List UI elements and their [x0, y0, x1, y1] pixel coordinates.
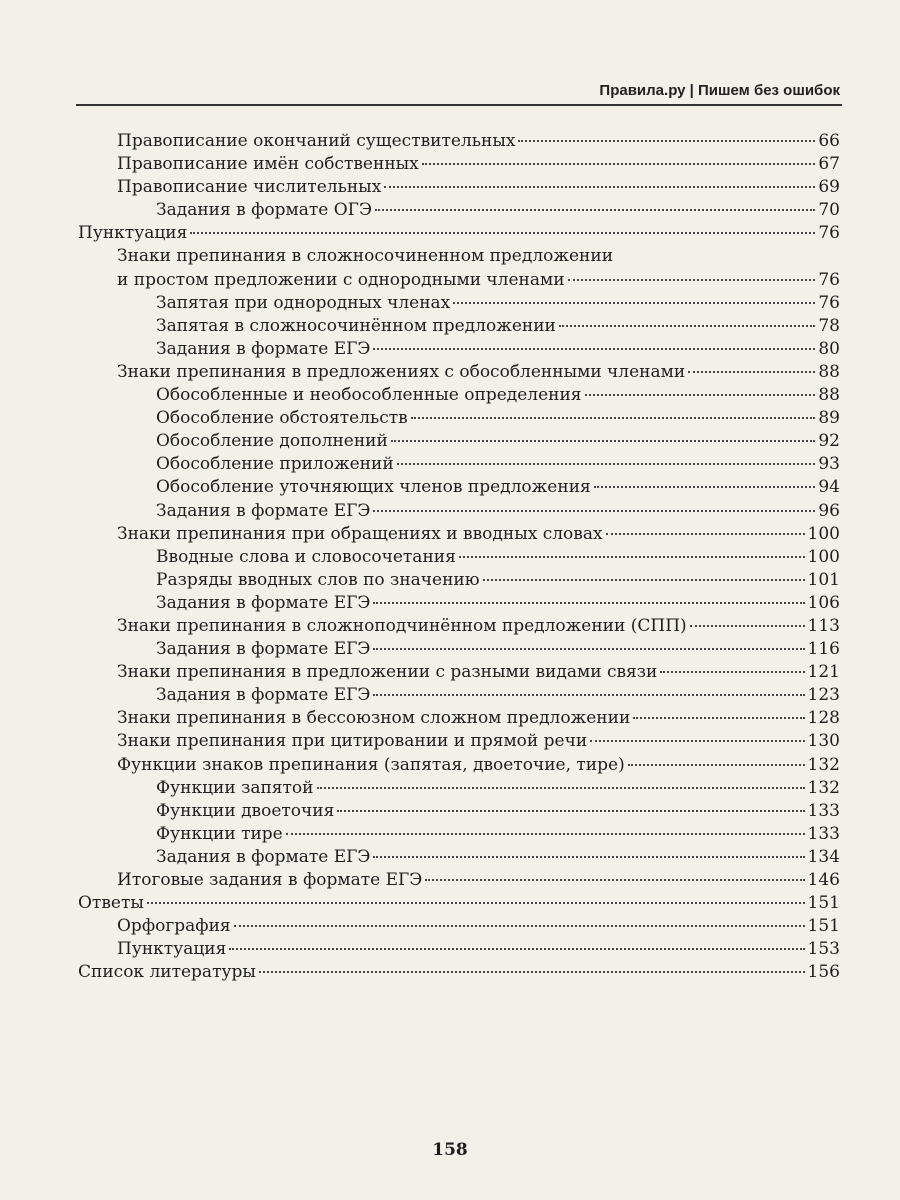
toc-entry-page: 116 [807, 639, 840, 660]
toc-entry-title: Задания в формате ЕГЭ [156, 338, 371, 359]
toc-entry[interactable] [78, 569, 840, 592]
toc-entry-page: 92 [818, 431, 840, 452]
toc-entry-page: 151 [807, 916, 840, 937]
leader-dots [259, 971, 805, 973]
leader-dots [373, 510, 815, 512]
toc-entry-page: 134 [807, 846, 840, 867]
leader-dots [373, 648, 804, 650]
toc-entry-title: Обособление уточняющих членов предложения [156, 477, 591, 498]
page-number: 158 [432, 1140, 468, 1160]
toc-entry-title: Задания в формате ЕГЭ [156, 592, 371, 613]
toc-entry[interactable] [78, 269, 840, 292]
toc-entry-page: 132 [807, 754, 840, 775]
toc-entry[interactable] [78, 730, 840, 753]
toc-entry-page: 156 [807, 962, 840, 983]
leader-dots [590, 740, 804, 742]
toc-entry-title: Список литературы [78, 962, 256, 983]
toc-entry[interactable] [78, 961, 840, 984]
leader-dots [229, 948, 804, 950]
toc-entry-page: 133 [807, 823, 840, 844]
toc-entry-page: 76 [818, 292, 840, 313]
toc-entry-page: 132 [807, 777, 840, 798]
leader-dots [453, 302, 815, 304]
toc-entry-title: Обособление приложений [156, 454, 394, 475]
toc-entry[interactable] [78, 453, 840, 476]
leader-dots [628, 764, 805, 766]
toc-entry-title: Пунктуация [78, 223, 188, 244]
leader-dots [690, 625, 805, 627]
toc-entry-page: 88 [818, 361, 840, 382]
toc-entry-page: 130 [807, 731, 840, 752]
toc-entry-page: 76 [818, 269, 840, 290]
toc-entry-page: 70 [818, 200, 840, 221]
toc-entry-page: 66 [818, 131, 840, 151]
toc-entry-page: 96 [818, 500, 840, 521]
leader-dots [459, 556, 805, 558]
toc-entry[interactable] [78, 500, 840, 523]
toc-entry-page: 78 [818, 315, 840, 336]
toc-entry-page: 76 [818, 223, 840, 244]
toc-entry-title: Задания в формате ЕГЭ [156, 500, 371, 521]
toc-entry[interactable] [78, 523, 840, 546]
toc-entry[interactable] [78, 846, 840, 869]
leader-dots [518, 140, 815, 142]
toc-entry-page: 113 [807, 615, 840, 636]
toc-entry-page: 88 [818, 385, 840, 406]
toc-entry-title: Знаки препинания в сложноподчинённом предложении (СПП) [117, 615, 687, 636]
toc-entry-title: Запятая при однородных членах [156, 292, 451, 313]
leader-dots [397, 463, 816, 465]
leader-dots [234, 925, 805, 927]
toc-entry[interactable] [78, 430, 840, 453]
toc-entry[interactable] [78, 592, 840, 615]
toc-entry-title: Разряды вводных слов по значению [156, 569, 480, 590]
toc-entry[interactable] [78, 892, 840, 915]
toc-entry-title: Орфография [117, 916, 231, 937]
leader-dots [688, 371, 815, 373]
toc-entry[interactable] [78, 245, 840, 268]
toc-entry-title: Функции тире [156, 823, 283, 844]
toc-entry-title: Знаки препинания в предложении с разными видами связи [117, 662, 658, 683]
toc-entry-title: Итоговые задания в формате ЕГЭ [117, 870, 423, 890]
toc-entry-title: Задания в формате ЕГЭ [156, 639, 371, 660]
leader-dots [425, 879, 804, 881]
toc-entry-page: 128 [807, 708, 840, 729]
toc-entry-page: 133 [807, 800, 840, 821]
toc-entry-title: Запятая в сложносочинённом предложении [156, 315, 556, 336]
leader-dots [373, 856, 804, 858]
toc-entry[interactable] [78, 315, 840, 338]
toc-entry-page: 146 [807, 870, 840, 890]
leader-dots [411, 417, 816, 419]
toc-entry-title: Вводные слова и словосочетания [156, 546, 456, 567]
toc-entry[interactable] [78, 661, 840, 684]
toc-entry-title: Знаки препинания при обращениях и вводных словах [117, 523, 603, 544]
leader-dots [373, 694, 804, 696]
toc-entry[interactable] [78, 638, 840, 661]
toc-entry[interactable] [78, 153, 840, 176]
leader-dots [568, 279, 816, 281]
leader-dots [373, 348, 815, 350]
toc-entry-page: 123 [807, 685, 840, 706]
toc-entry-title: Функции запятой [156, 777, 314, 798]
leader-dots [585, 394, 816, 396]
toc-entry-title: Обособление дополнений [156, 431, 388, 452]
toc-entry[interactable] [78, 476, 840, 499]
table-of-contents [78, 130, 840, 984]
toc-entry-page: 80 [818, 338, 840, 359]
toc-entry-title: Обособление обстоятельств [156, 408, 408, 429]
toc-entry-page: 100 [807, 546, 840, 567]
toc-entry-title: Функции знаков препинания (запятая, двоеточие, тире) [117, 754, 625, 775]
toc-entry-title: Знаки препинания в предложениях с обособленными членами [117, 361, 686, 382]
leader-dots [337, 810, 804, 812]
toc-entry-title: Задания в формате ЕГЭ [156, 846, 371, 867]
toc-entry[interactable] [78, 938, 840, 961]
toc-entry-page: 93 [818, 454, 840, 475]
toc-entry-title: Задания в формате ОГЭ [156, 200, 372, 221]
leader-dots [594, 486, 816, 488]
toc-entry-page: 100 [807, 523, 840, 544]
toc-entry[interactable] [78, 615, 840, 638]
toc-entry[interactable] [78, 222, 840, 245]
leader-dots [606, 533, 805, 535]
leader-dots [317, 787, 805, 789]
toc-entry-page: 101 [807, 569, 840, 590]
toc-entry[interactable] [78, 869, 840, 892]
leader-dots [422, 163, 816, 165]
toc-entry-title: Обособленные и необособленные определения [156, 385, 582, 406]
toc-entry[interactable] [78, 684, 840, 707]
toc-entry[interactable] [78, 754, 840, 777]
toc-entry-title: Функции двоеточия [156, 800, 335, 821]
toc-entry-page: 106 [807, 592, 840, 613]
toc-entry[interactable] [78, 823, 840, 846]
toc-entry-title: Знаки препинания в бессоюзном сложном предложении [117, 708, 631, 729]
toc-entry-title: Правописание имён собственных [117, 154, 419, 175]
toc-entry-page: 151 [807, 893, 840, 914]
toc-entry[interactable] [78, 707, 840, 730]
toc-entry-title: Правописание окончаний существительных [117, 131, 516, 151]
toc-entry-title: и простом предложении с однородными членами [117, 269, 565, 290]
toc-entry-page: 121 [807, 662, 840, 683]
toc-entry-page: 153 [807, 939, 840, 960]
toc-entry-page: 67 [818, 154, 840, 175]
toc-entry[interactable] [78, 915, 840, 938]
toc-entry-title: Правописание числительных [117, 177, 382, 198]
toc-entry[interactable] [78, 800, 840, 823]
toc-entry-page: 94 [818, 477, 840, 498]
leader-dots [633, 717, 804, 719]
header-divider [76, 104, 842, 106]
toc-entry-title: Ответы [78, 893, 144, 914]
leader-dots [286, 833, 805, 835]
toc-entry-title: Пунктуация [117, 939, 227, 960]
toc-entry-title: Задания в формате ЕГЭ [156, 685, 371, 706]
toc-entry[interactable] [78, 546, 840, 569]
toc-entry[interactable] [78, 130, 840, 153]
toc-entry[interactable] [78, 176, 840, 199]
running-header: Правила.ру | Пишем без ошибок [599, 82, 840, 99]
toc-entry[interactable] [78, 199, 840, 222]
toc-entry-page: 69 [818, 177, 840, 198]
toc-entry[interactable] [78, 361, 840, 384]
toc-entry[interactable] [78, 292, 840, 315]
leader-dots [373, 602, 804, 604]
toc-entry[interactable] [78, 384, 840, 407]
toc-entry[interactable] [78, 777, 840, 800]
leader-dots [190, 232, 815, 234]
leader-dots [559, 325, 815, 327]
leader-dots [384, 186, 815, 188]
toc-entry[interactable] [78, 338, 840, 361]
leader-dots [483, 579, 805, 581]
leader-dots [147, 902, 805, 904]
toc-entry-title: Знаки препинания в сложносочиненном предложении [117, 246, 614, 267]
toc-entry-title: Знаки препинания при цитировании и прямой речи [117, 731, 588, 752]
leader-dots [660, 671, 804, 673]
leader-dots [391, 440, 816, 442]
toc-entry-page: 89 [818, 408, 840, 429]
toc-entry[interactable] [78, 407, 840, 430]
leader-dots [375, 209, 815, 211]
